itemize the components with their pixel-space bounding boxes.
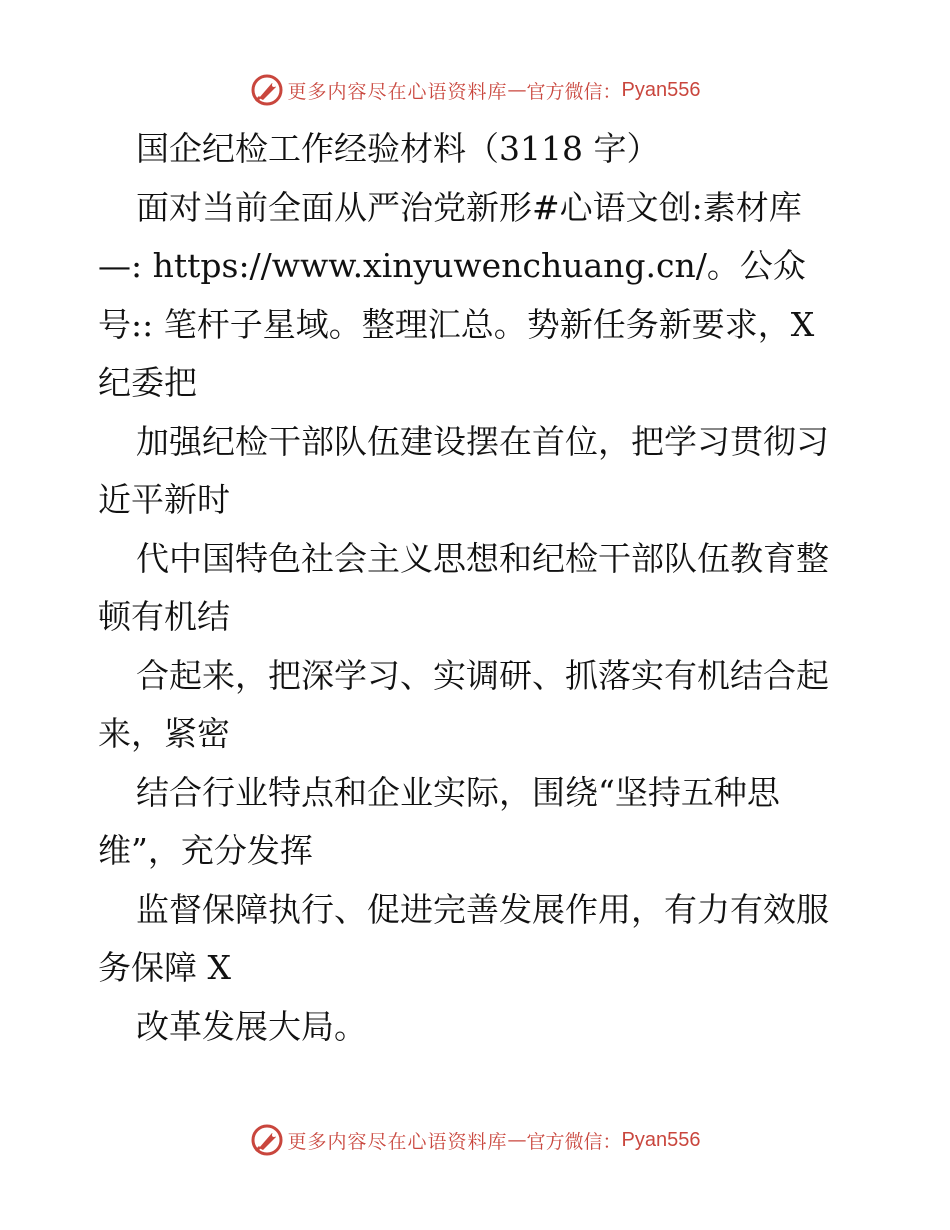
paragraph-line: 面对当前全面从严治党新形#心语文创:素材库 bbox=[136, 187, 802, 227]
footer-watermark bbox=[0, 1120, 950, 1160]
watermark-brand: 更多内容尽在心语资料库 bbox=[287, 1130, 508, 1153]
paragraph-line: 维”，充分发挥 bbox=[98, 831, 313, 870]
paragraph-line: 来，紧密 bbox=[98, 714, 230, 753]
watermark-wechat-id: Pyan556 bbox=[621, 78, 701, 101]
paragraph-line: 纪委把 bbox=[98, 363, 197, 402]
paragraph-line: 监督保障执行、促进完善发展作用，有力有效服 bbox=[136, 889, 829, 929]
document-title: 国企纪检工作经验材料（3118 字） bbox=[136, 129, 660, 168]
watermark-brand: 更多内容尽在心语资料库 bbox=[287, 80, 508, 103]
paragraph-line: 结合行业特点和企业实际，围绕“坚持五种思 bbox=[136, 772, 780, 812]
document-body bbox=[98, 120, 858, 1056]
paragraph-line: 代中国特色社会主义思想和纪检干部队伍教育整 bbox=[136, 538, 829, 578]
paragraph-line: 加强纪检干部队伍建设摆在首位，把学习贯彻习 bbox=[136, 421, 829, 461]
pen-nib-logo-icon bbox=[250, 73, 284, 107]
watermark-dash: — bbox=[507, 79, 527, 101]
pen-nib-logo-icon bbox=[250, 1123, 284, 1157]
paragraph-line: 务保障 X bbox=[98, 948, 231, 987]
watermark-wechat-id: Pyan556 bbox=[621, 1128, 701, 1151]
paragraph-line: —: https://www.xinyuwenchuang.cn/。公众 bbox=[98, 246, 806, 285]
paragraph-line: 顿有机结 bbox=[98, 597, 230, 636]
watermark-dash: — bbox=[507, 1129, 527, 1151]
paragraph-line: 号:: 笔杆子星域。整理汇总。势新任务新要求，X bbox=[98, 304, 815, 344]
watermark-wechat-label: 官方微信： bbox=[526, 80, 622, 103]
paragraph-line: 合起来，把深学习、实调研、抓落实有机结合起 bbox=[136, 655, 829, 695]
header-watermark bbox=[0, 70, 950, 110]
paragraph-line: 改革发展大局。 bbox=[136, 1006, 367, 1046]
paragraph-line: 近平新时 bbox=[98, 480, 230, 519]
watermark-wechat-label: 官方微信： bbox=[526, 1130, 622, 1153]
